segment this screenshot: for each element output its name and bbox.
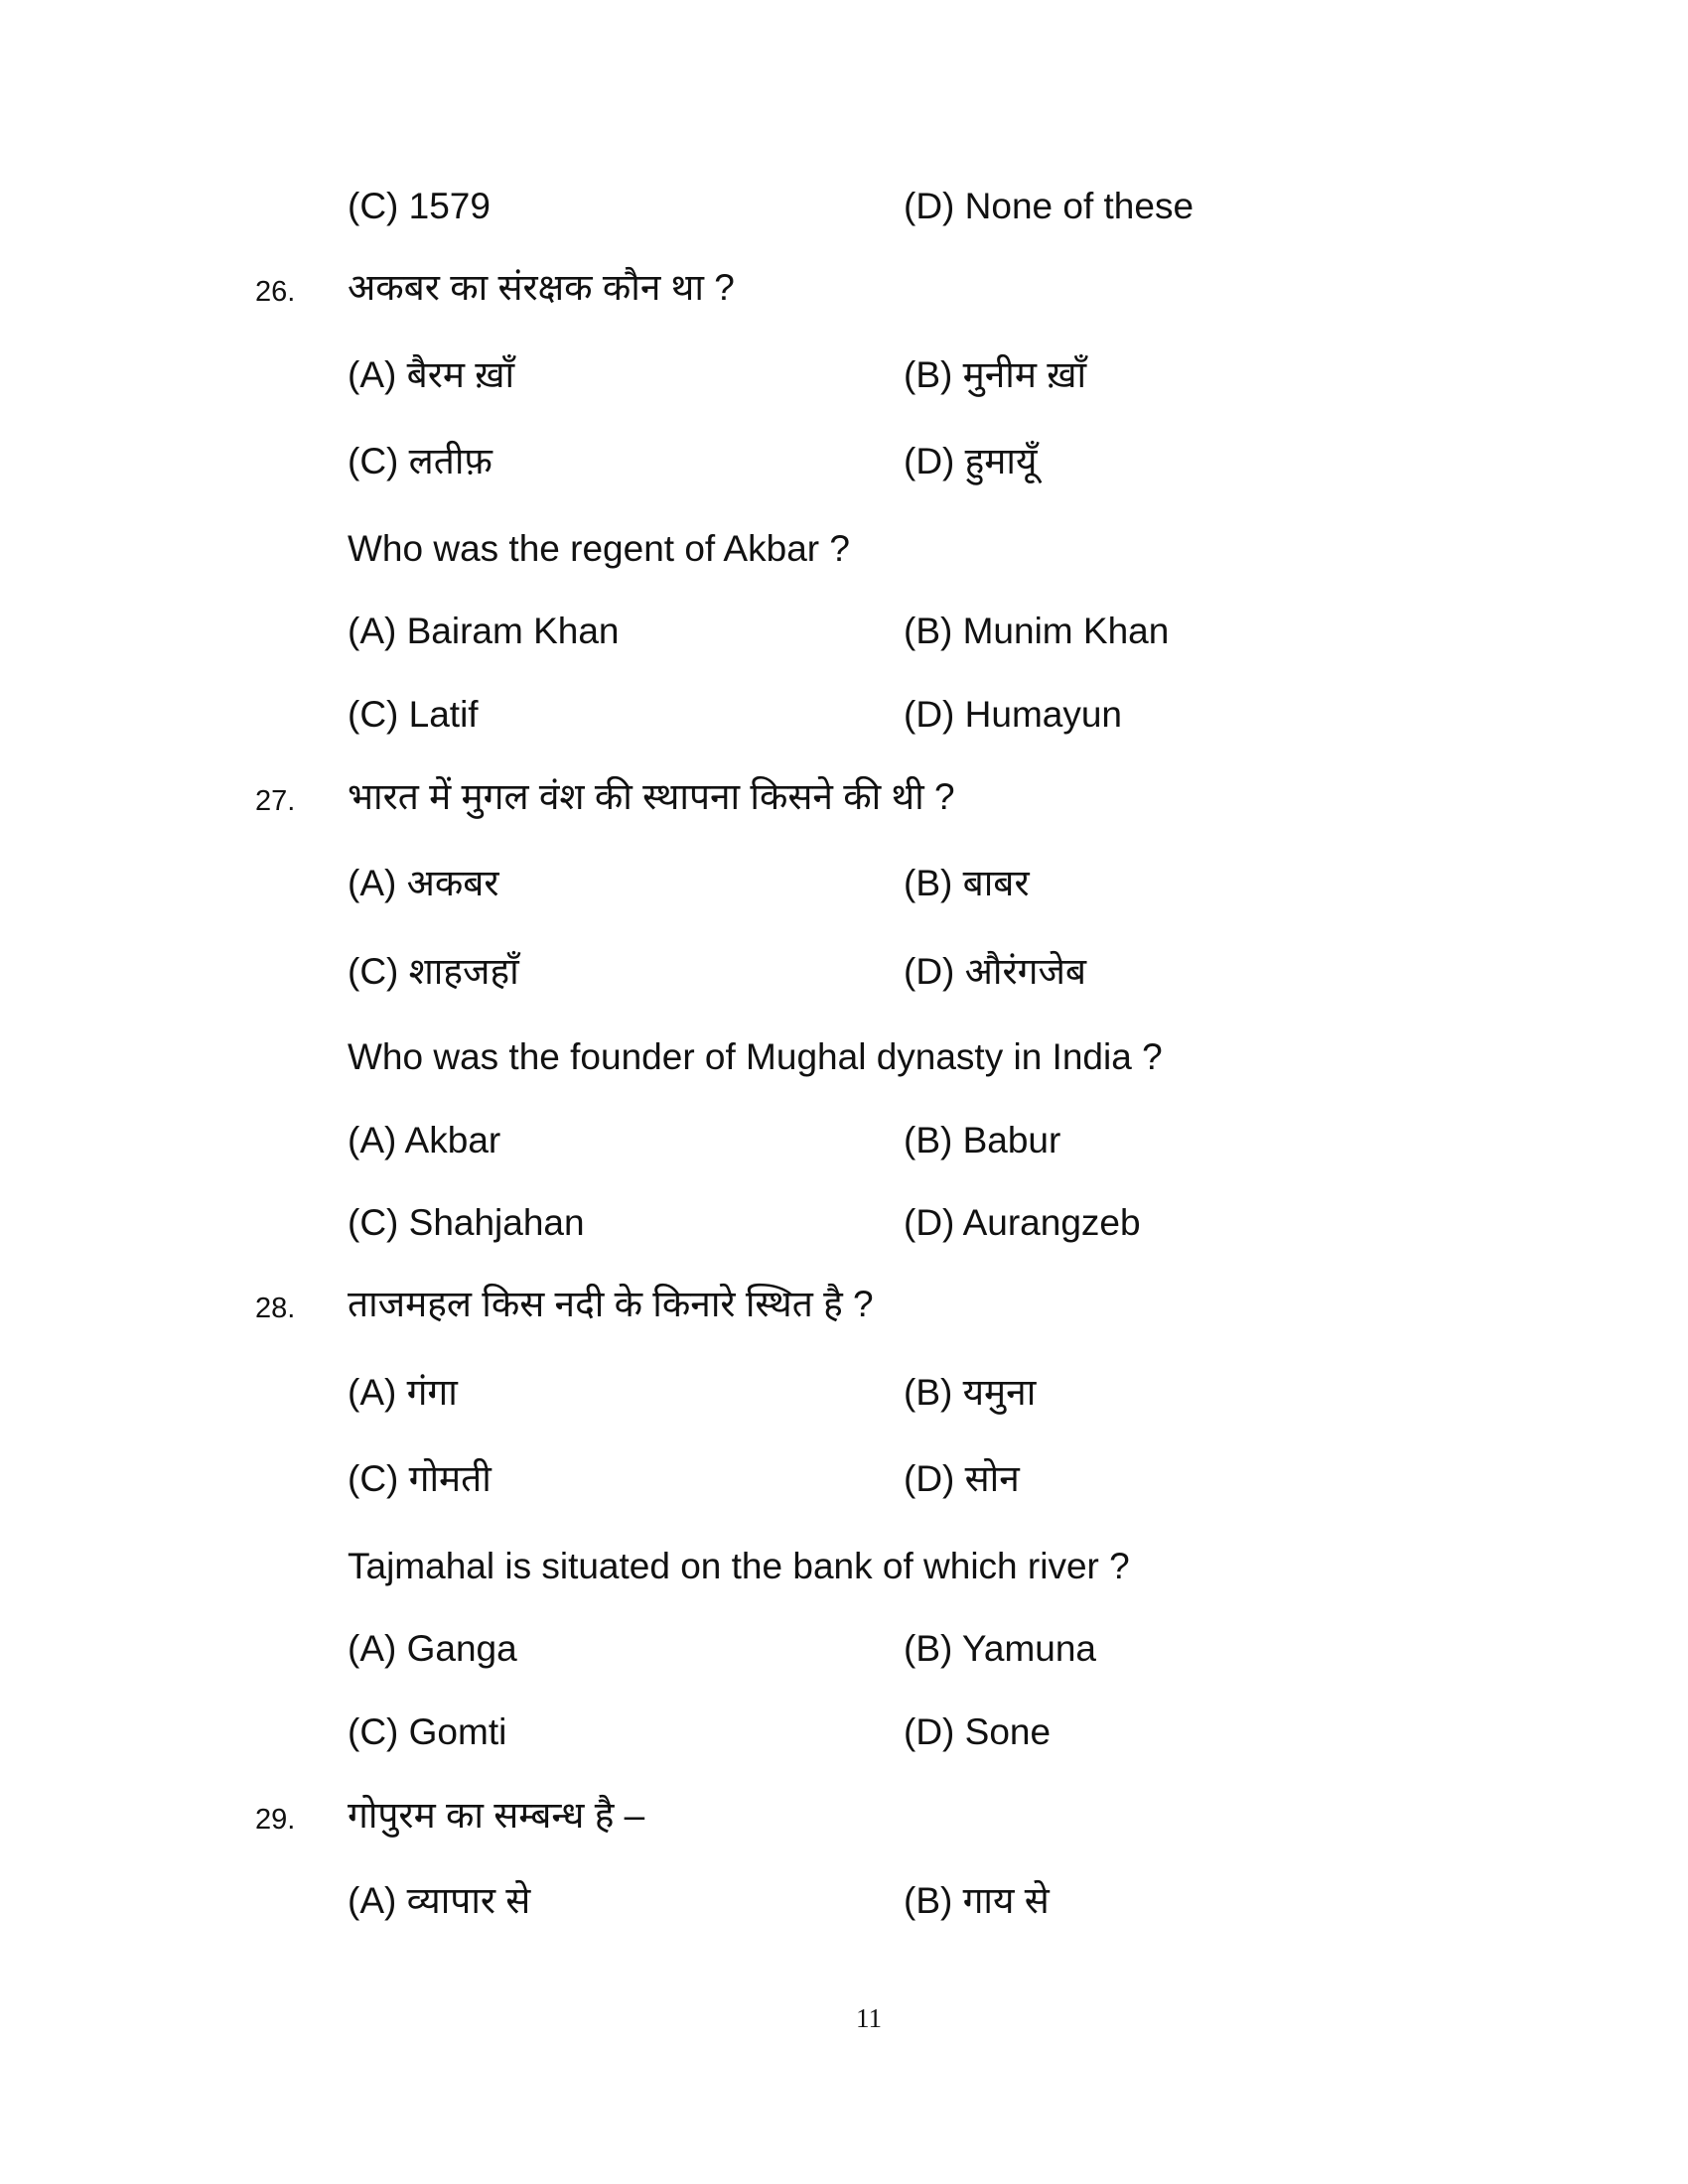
carryover-option-c: (C) 1579 — [348, 186, 491, 226]
option-b-hindi: (B) बाबर — [904, 863, 1030, 903]
question-hindi: गोपुरम का सम्बन्ध है – — [348, 1795, 645, 1836]
option-d-hindi: (D) सोन — [904, 1458, 1020, 1499]
option-b-hindi: (B) मुनीम ख़ाँ — [904, 354, 1087, 395]
option-a-hindi: (A) अकबर — [348, 863, 499, 903]
option-d-hindi: (D) औरंगजेब — [904, 951, 1087, 992]
page-number: 11 — [856, 2003, 882, 2033]
question-hindi: ताजमहल किस नदी के किनारे स्थित है ? — [348, 1284, 874, 1324]
option-d-english: (D) Humayun — [904, 694, 1122, 735]
option-a-english: (A) Ganga — [348, 1628, 517, 1669]
option-c-hindi: (C) शाहजहाँ — [348, 951, 519, 992]
question-number: 29. — [255, 1804, 296, 1836]
option-c-hindi: (C) लतीफ़ — [348, 441, 492, 481]
option-b-hindi: (B) यमुना — [904, 1372, 1037, 1413]
question-number: 26. — [255, 276, 296, 308]
question-english: Who was the regent of Akbar ? — [348, 528, 850, 569]
option-d-english: (D) Sone — [904, 1711, 1052, 1752]
option-b-english: (B) Munim Khan — [904, 611, 1170, 651]
carryover-option-d: (D) None of these — [904, 186, 1195, 226]
option-b-english: (B) Babur — [904, 1120, 1061, 1160]
question-number: 28. — [255, 1293, 296, 1324]
option-a-hindi: (A) बैरम ख़ाँ — [348, 354, 515, 395]
option-b-hindi: (B) गाय से — [904, 1880, 1050, 1921]
option-c-english: (C) Latif — [348, 694, 479, 735]
option-d-english: (D) Aurangzeb — [904, 1202, 1141, 1243]
question-hindi: भारत में मुगल वंश की स्थापना किसने की थी ? — [348, 776, 955, 817]
option-a-english: (A) Bairam Khan — [348, 611, 620, 651]
question-english: Who was the founder of Mughal dynasty in India ? — [348, 1036, 1163, 1077]
option-c-english: (C) Gomti — [348, 1711, 507, 1752]
option-a-english: (A) Akbar — [348, 1120, 501, 1160]
option-d-hindi: (D) हुमायूँ — [904, 441, 1038, 481]
option-c-english: (C) Shahjahan — [348, 1202, 585, 1243]
question-english: Tajmahal is situated on the bank of which river ? — [348, 1546, 1130, 1586]
option-a-hindi: (A) व्यापार से — [348, 1880, 531, 1921]
option-a-hindi: (A) गंगा — [348, 1372, 458, 1413]
question-number: 27. — [255, 785, 296, 817]
option-c-hindi: (C) गोमती — [348, 1458, 492, 1499]
question-hindi: अकबर का संरक्षक कौन था ? — [348, 267, 735, 308]
option-b-english: (B) Yamuna — [904, 1628, 1096, 1669]
